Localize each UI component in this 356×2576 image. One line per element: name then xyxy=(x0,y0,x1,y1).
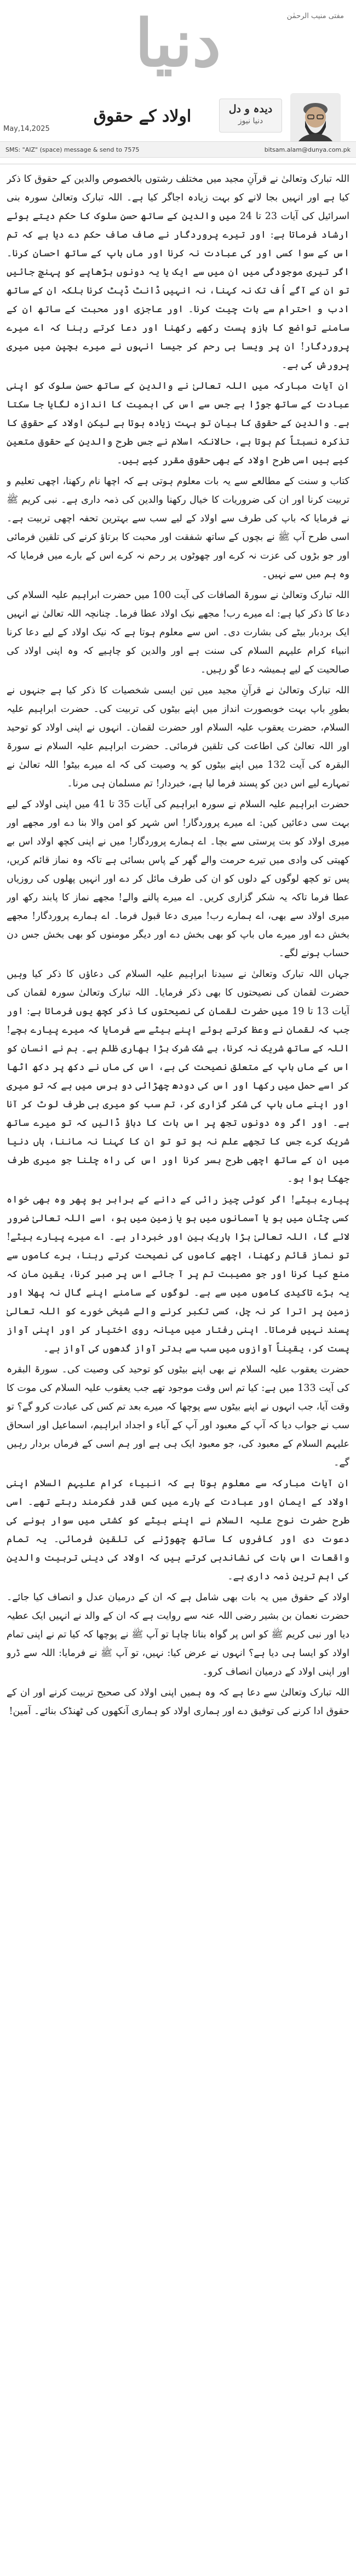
article-paragraph: ان آیات مبارکہ سے معلوم ہوتا ہے کہ انبیاء کرام علیہم السلام اپنی اولاد کے ایمان اور عبادت کے بارے میں کس قدر فکرمند رہتے تھے۔ اسی طرح حضرت نوح علیہ السلام نے اپنے بیٹے کو کشتی میں سوار ہونے کی دعوت دی اور کافروں کا ساتھ چھوڑنے کی تلقین فرمائی۔ یہ تمام واقعات اس بات کی نشاندہی کرتے ہیں کہ اولاد کی دینی تربیت والدین کی اہم ترین ذمہ داری ہے۔ xyxy=(7,1478,349,1582)
article-paragraph: اللہ تبارک وتعالیٰ سے دعا ہے کہ وہ ہمیں اپنی اولاد کی صحیح تربیت کرنے اور ان کے حقوق ادا کرنے کی توفیق دے اور ہماری اولاد کو ہماری آنکھوں کی ٹھنڈک بنائے۔ آمین! xyxy=(7,1687,349,1717)
publish-date: May,14,2025 xyxy=(3,125,50,133)
column-logo xyxy=(219,99,282,133)
article-body xyxy=(7,170,349,2568)
author-email[interactable]: bitsam.alam@dunya.com.pk xyxy=(264,146,351,153)
article-paragraph: اللہ تبارک وتعالیٰ نے سورۃ الصافات کی آیت 100 میں حضرت ابراہیم علیہ السلام کی دعا کا ذکر کیا ہے: اے میرے رب! مجھے نیک اولاد عطا فرما۔ چنانچہ اللہ تعالیٰ نے انہیں ایک بردبار بیٹے کی بشارت دی۔ اس سے معلوم ہوتا ہے کہ نیک اولاد کے لیے دعا کرنا انبیاء کرام علیہم السلام کی سنت ہے اور والدین کو چاہیے کہ وہ اپنی اولاد کی صالحیت کے لیے ہمیشہ دعا گو رہیں۔ xyxy=(7,590,349,675)
info-bar xyxy=(0,141,356,158)
article-paragraph: اولاد کے حقوق میں یہ بات بھی شامل ہے کہ ان کے درمیان عدل و انصاف کیا جائے۔ حضرت نعمان بن بشیر رضی اللہ عنہ سے روایت ہے کہ ان کے والد نے انہیں ایک عطیہ دیا اور نبی کریم ﷺ کو اس پر گواہ بنانا چاہا تو آپ ﷺ نے پوچھا کہ کیا تم نے اپنی تمام اولاد کو ایسا ہی دیا ہے؟ انہوں نے عرض کیا: نہیں، تو آپ ﷺ نے فرمایا: اللہ سے ڈرو اور اپنی اولاد کے درمیان انصاف کرو۔ xyxy=(7,1592,349,1677)
sms-instruction: SMS: "AIZ" (space) message & send to 7575 xyxy=(5,146,140,153)
article-paragraph: حضرت یعقوب علیہ السلام نے بھی اپنے بیٹوں کو توحید کی وصیت کی۔ سورۃ البقرہ کی آیت 133 میں ہے: کیا تم اس وقت موجود تھے جب یعقوب علیہ السلام کی موت کا وقت آیا، جب انہوں نے اپنے بیٹوں سے پوچھا کہ میرے بعد تم کس کی عبادت کرو گے؟ تو سب نے جواب دیا کہ آپ کے معبود اور آپ کے آباء و اجداد ابراہیم، اسماعیل اور اسحاق علیہم السلام کے معبود کی، جو معبود ایک ہی ہے اور ہم اسی کے فرماں بردار رہیں گے۔ xyxy=(7,1364,349,1468)
column-subtitle: دنیا نیوز xyxy=(238,117,263,125)
article-header xyxy=(0,0,356,164)
article-paragraph: جہاں اللہ تبارک وتعالیٰ نے سیدنا ابراہیم علیہ السلام کی دعاؤں کا ذکر کیا وہیں حضرت لقمان کی نصیحتوں کا بھی ذکر فرمایا۔ اللہ تبارک وتعالیٰ سورہ لقمان کی آیات 13 تا 19 میں حضرت لقمان کی نصیحتوں کا ذکر کچھ یوں فرماتا ہے: اور جب کہ لقمان نے وعظ کرتے ہوئے اپنے بیٹے سے فرمایا کہ میرے پیارے بچے! اللہ کے ساتھ شریک نہ کرنا، بے شک شرک بڑا بھاری ظلم ہے۔ ہم نے انسان کو اس کے ماں باپ کے متعلق نصیحت کی ہے، اس کی ماں نے دکھ پر دکھ اٹھا کر اسے حمل میں رکھا اور اس کی دودھ چھڑائی دو برس میں ہے کہ تو میری اور اپنے ماں باپ کی شکر گزاری کر، تم سب کو میری ہی طرف لوٹ کر آنا ہے۔ اور اگر وہ دونوں تجھ پر اس بات کا دباؤ ڈالیں کہ تو میرے ساتھ شریک کرے جس کا تجھے علم نہ ہو تو تو ان کا کہنا نہ ماننا، ہاں دنیا میں ان کے ساتھ اچھی طرح بسر کرنا اور اس کی راہ چلنا جو میری طرف جھکا ہوا ہو۔ xyxy=(7,969,349,1185)
column-name: دیدہ و دل xyxy=(228,103,273,115)
article-paragraph: کتاب و سنت کے مطالعے سے یہ بات معلوم ہوتی ہے کہ اچھا نام رکھنا، اچھی تعلیم و تربیت کرنا اور ان کی ضروریات کا خیال رکھنا والدین کی ذمہ داری ہے۔ نبی کریم ﷺ نے فرمایا کہ باپ کی طرف سے اولاد کے لیے سب سے بہترین تحفہ اچھی تربیت ہے۔ اسی طرح آپ ﷺ نے بچوں کے ساتھ شفقت اور محبت کا برتاؤ کرنے کی تلقین فرمائی اور جو بڑوں کی عزت نہ کرے اور چھوٹوں پر رحم نہ کرے اس کے بارے میں فرمایا کہ وہ ہم میں سے نہیں۔ xyxy=(7,476,349,580)
author-name: مفتی منیب الرحمٰن xyxy=(286,12,344,20)
masthead-text: دنیا xyxy=(135,5,221,81)
article-paragraph: اللہ تبارک وتعالیٰ نے قرآنِ مجید میں تین ایسی شخصیات کا ذکر کیا ہے جنہوں نے بطورِ باپ بہت خوبصورت انداز میں اپنے بیٹوں کی تربیت کی۔ حضرت ابراہیم علیہ السلام، حضرت یعقوب علیہ السلام اور حضرت لقمان۔ انہوں نے اپنی اولاد کو توحید اور اللہ تعالیٰ کی اطاعت کی تلقین فرمائی۔ حضرت ابراہیم علیہ السلام نے سورۃ البقرہ کی آیت 132 میں اپنے بیٹوں کو یہ وصیت کی کہ اے میرے بیٹو! اللہ تعالیٰ نے تمہارے لیے اس دین کو پسند فرما لیا ہے، خبردار! تم مسلمان ہی مرنا۔ xyxy=(7,685,349,789)
article-paragraph: حضرت ابراہیم علیہ السلام نے سورہ ابراہیم کی آیات 35 تا 41 میں اپنی اولاد کے لیے بہت سی دعائیں کیں: اے میرے پروردگار! اس شہر کو امن والا بنا دے اور مجھے اور میری اولاد کو بت پرستی سے بچا۔ اے ہمارے پروردگار! میں نے اپنی کچھ اولاد اس بے کھیتی کی وادی میں تیرے حرمت والے گھر کے پاس بسائی ہے تاکہ وہ نماز قائم کریں، پس تو کچھ لوگوں کے دلوں کو ان کی طرف مائل کر دے اور انہیں پھلوں کی روزیاں عطا فرما تاکہ یہ شکر گزاری کریں۔ اے میرے پالنے والے! مجھے نماز کا پابند رکھ اور میری اولاد سے بھی، اے ہمارے رب! میری دعا قبول فرما۔ اے ہمارے پروردگار! مجھے بخش دے اور میرے ماں باپ کو بھی بخش دے اور دیگر مومنوں کو بھی بخش جس دن حساب ہونے لگے۔ xyxy=(7,799,349,959)
article-paragraph: پیارے بیٹے! اگر کوئی چیز رائی کے دانے کے برابر ہو پھر وہ بھی خواہ کسی چٹان میں ہو یا آسمانوں میں ہو یا زمین میں ہو، اسے اللہ تعالیٰ ضرور لائے گا، اللہ تعالیٰ بڑا باریک بین اور خبردار ہے۔ اے میرے پیارے بیٹے! تو نماز قائم رکھنا، اچھے کاموں کی نصیحت کرتے رہنا، برے کاموں سے منع کیا کرنا اور جو مصیبت تم پر آ جائے اس پر صبر کرنا، یقین مان کہ یہ بڑے تاکیدی کاموں میں سے ہے۔ لوگوں کے سامنے اپنے گال نہ پھلا اور زمین پر اترا کر نہ چل، کسی تکبر کرنے والے شیخی خورے کو اللہ تعالیٰ پسند نہیں فرماتا۔ اپنی رفتار میں میانہ روی اختیار کر اور اپنی آواز پست کر، یقیناً آوازوں میں سب سے بدتر آواز گدھوں کی آواز ہے۔ xyxy=(7,1194,349,1354)
article-title: اولاد کے حقوق xyxy=(93,107,192,126)
article-paragraph: اللہ تبارک وتعالیٰ نے قرآنِ مجید میں مختلف رشتوں بالخصوص والدین کے حقوق کا ذکر کیا ہے اور انہیں بجا لانے کو بہت زیادہ اجاگر کیا ہے۔ اللہ تبارک وتعالیٰ سورہ بنی اسرائیل کی آیات 23 تا 24 میں والدین کے ساتھ حسنِ سلوک کا حکم دیتے ہوئے ارشاد فرماتا ہے: اور تیرے پروردگار نے صاف صاف حکم دے دیا ہے کہ تم اس کے سوا کسی اور کی عبادت نہ کرنا اور ماں باپ کے ساتھ احسان کرنا۔ اگر تیری موجودگی میں ان میں سے ایک یا یہ دونوں بڑھاپے کو پہنچ جائیں تو ان کے آگے اُف تک نہ کہنا، نہ انہیں ڈانٹ ڈپٹ کرنا بلکہ ان کے ساتھ ادب و احترام سے بات چیت کرنا۔ اور عاجزی اور محبت کے ساتھ ان کے سامنے تواضع کا بازو پست رکھے رکھنا اور دعا کرتے رہنا کہ اے میرے پروردگار! ان پر ویسا ہی رحم کر جیسا انہوں نے میرے بچپن میں میری پرورش کی ہے۔ xyxy=(7,174,349,371)
article-paragraph: ان آیات مبارکہ میں اللہ تعالیٰ نے والدین کے ساتھ حسنِ سلوک کو اپنی عبادت کے ساتھ جوڑا ہے جس سے اس کی اہمیت کا اندازہ لگایا جا سکتا ہے۔ والدین کے حقوق کا بیان تو بہت زیادہ ہوتا ہے لیکن اولاد کے حقوق کا تذکرہ نسبتاً کم ہوتا ہے، حالانکہ اسلام نے جس طرح والدین کے حقوق متعین کیے ہیں اسی طرح اولاد کے بھی حقوق مقرر کیے ہیں۔ xyxy=(7,381,349,466)
dunya-logo-icon xyxy=(110,4,246,81)
